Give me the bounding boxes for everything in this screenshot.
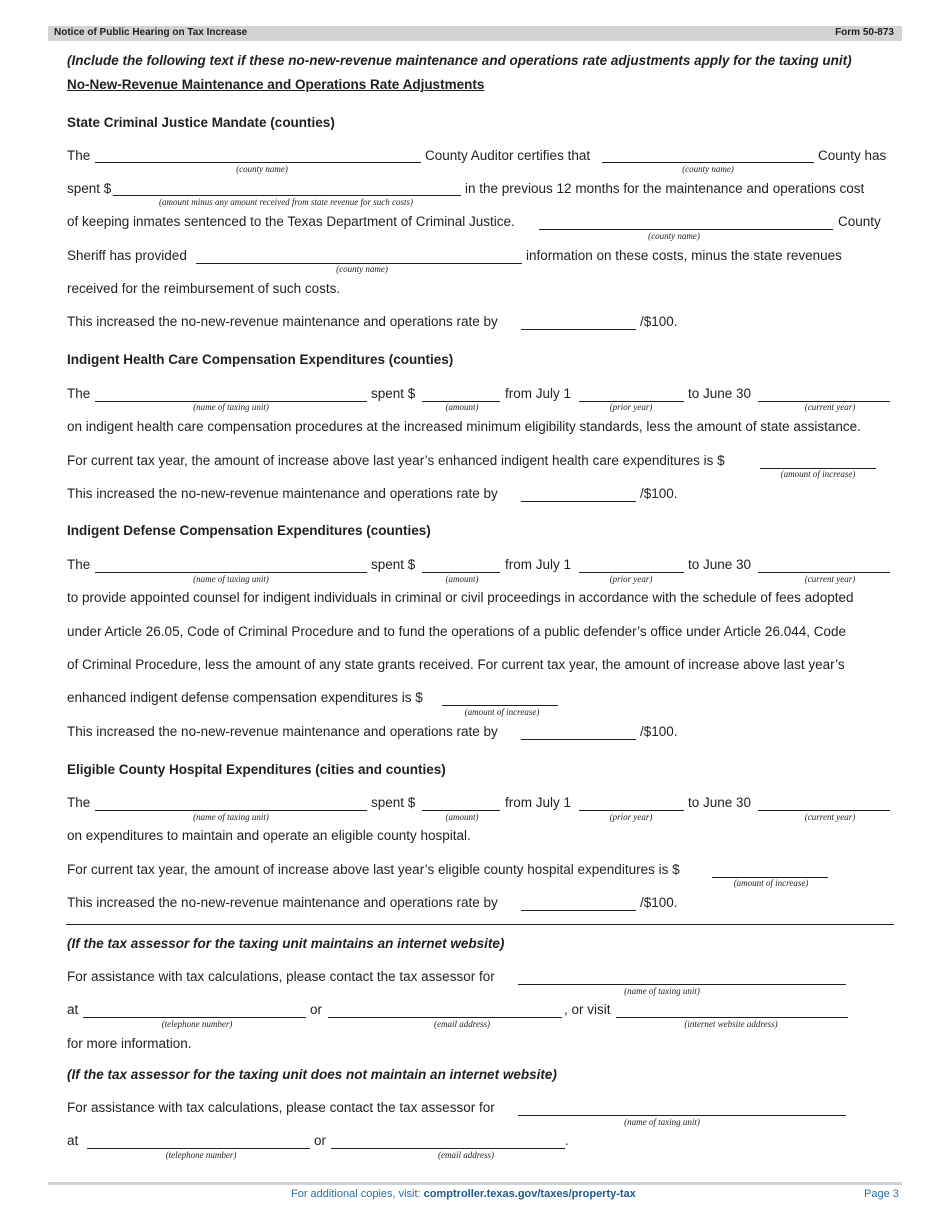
hospital-heading: Eligible County Hospital Expenditures (cities and counties) [67, 762, 446, 777]
footer-copies [291, 1188, 636, 1200]
hospital-rate-field[interactable] [521, 910, 636, 911]
assist-web-email-field[interactable] [328, 1017, 562, 1018]
defense-the: The [67, 557, 91, 572]
assist-noweb-period: . [565, 1133, 569, 1148]
caption-amount: (amount) [445, 812, 479, 822]
criminal-county-field-3[interactable] [539, 229, 833, 230]
hospital-per100: /$100. [640, 895, 678, 910]
hospital-current: For current tax year, the amount of increase above last year’s eligible county hospital expenditures is $ [67, 862, 680, 877]
health-from-july: from July 1 [505, 386, 572, 401]
footer-copies-label: For additional copies, visit: [291, 1188, 424, 1200]
criminal-the: The [67, 148, 91, 163]
assist-web-telephone-field[interactable] [83, 1017, 306, 1018]
assist-noweb-note: (If the tax assessor for the taxing unit does not maintain an internet website) [67, 1067, 557, 1082]
criminal-received: received for the reimbursement of such costs. [67, 281, 341, 296]
caption-email: (email address) [434, 1019, 490, 1029]
defense-increased: This increased the no-new-revenue maintenance and operations rate by [67, 724, 498, 739]
form-number: Form 50-873 [835, 27, 894, 38]
caption-taxing-unit: (name of taxing unit) [193, 812, 269, 822]
caption-taxing-unit: (name of taxing unit) [624, 986, 700, 996]
hospital-the: The [67, 795, 91, 810]
assist-web-contact: For assistance with tax calculations, please contact the tax assessor for [67, 969, 495, 984]
health-heading: Indigent Health Care Compensation Expenditures (counties) [67, 352, 454, 367]
caption-prior-year: (prior year) [609, 574, 653, 584]
criminal-sheriff: Sheriff has provided [67, 248, 187, 263]
hospital-to-june: to June 30 [688, 795, 752, 810]
hospital-spent: spent $ [371, 795, 416, 810]
assist-noweb-or: or [314, 1133, 327, 1148]
hospital-prior-year-field[interactable] [579, 810, 684, 811]
caption-current-year: (current year) [804, 402, 856, 412]
caption-current-year: (current year) [804, 812, 856, 822]
caption-county-name: (county name) [648, 231, 700, 241]
section-title: No-New-Revenue Maintenance and Operations Rate Adjustments [67, 77, 485, 92]
defense-amount-field[interactable] [422, 572, 500, 573]
caption-telephone: (telephone number) [161, 1019, 233, 1029]
caption-amount-minus: (amount minus any amount received from state revenue for such costs) [159, 197, 413, 207]
defense-from-july: from July 1 [505, 557, 572, 572]
caption-taxing-unit: (name of taxing unit) [624, 1117, 700, 1127]
defense-p4: enhanced indigent defense compensation expenditures is $ [67, 690, 423, 705]
health-the: The [67, 386, 91, 401]
health-current: For current tax year, the amount of increase above last year’s enhanced indigent health care expenditures is $ [67, 453, 725, 468]
health-spent: spent $ [371, 386, 416, 401]
criminal-certifies: County Auditor certifies that [425, 148, 591, 163]
defense-p3: of Criminal Procedure, less the amount of any state grants received. For current tax year, the amount of increase above last year’s [67, 657, 845, 672]
hospital-current-year-field[interactable] [758, 810, 890, 811]
caption-taxing-unit: (name of taxing unit) [193, 402, 269, 412]
hospital-on: on expenditures to maintain and operate an eligible county hospital. [67, 828, 471, 843]
caption-prior-year: (prior year) [609, 402, 653, 412]
caption-increase: (amount of increase) [733, 878, 809, 888]
defense-taxing-unit-field[interactable] [95, 572, 367, 573]
intro-note: (Include the following text if these no-new-revenue maintenance and operations rate adjustments apply for the taxing unit) [67, 53, 852, 68]
assist-noweb-contact: For assistance with tax calculations, please contact the tax assessor for [67, 1100, 495, 1115]
hospital-increased: This increased the no-new-revenue maintenance and operations rate by [67, 895, 498, 910]
caption-taxing-unit: (name of taxing unit) [193, 574, 269, 584]
caption-increase: (amount of increase) [780, 469, 856, 479]
caption-telephone: (telephone number) [165, 1150, 237, 1160]
caption-county-name: (county name) [682, 164, 734, 174]
health-per100: /$100. [640, 486, 678, 501]
caption-website: (internet website address) [684, 1019, 778, 1029]
health-on: on indigent health care compensation procedures at the increased minimum eligibility standards, less the amount of state assistance. [67, 419, 861, 434]
assist-noweb-email-field[interactable] [331, 1148, 565, 1149]
criminal-maintenance: in the previous 12 months for the maintenance and operations cost [465, 181, 865, 196]
defense-increase-field[interactable] [442, 705, 558, 706]
assist-noweb-at: at [67, 1133, 79, 1148]
caption-county-name: (county name) [236, 164, 288, 174]
assist-web-website-field[interactable] [616, 1017, 848, 1018]
footer-url-link[interactable]: comptroller.texas.gov/taxes/property-tax [423, 1188, 636, 1200]
defense-p2: under Article 26.05, Code of Criminal Procedure and to fund the operations of a public defender’s office under Article 26.044, Code [67, 624, 846, 639]
hospital-amount-field[interactable] [422, 810, 500, 811]
criminal-spent: spent $ [67, 181, 112, 196]
footer-rule [48, 1182, 902, 1185]
health-to-june: to June 30 [688, 386, 752, 401]
assist-web-or: or [310, 1002, 323, 1017]
defense-spent: spent $ [371, 557, 416, 572]
caption-email: (email address) [438, 1150, 494, 1160]
caption-amount: (amount) [445, 402, 479, 412]
caption-amount: (amount) [445, 574, 479, 584]
hospital-from-july: from July 1 [505, 795, 572, 810]
caption-county-name: (county name) [336, 264, 388, 274]
caption-current-year: (current year) [804, 574, 856, 584]
health-rate-field[interactable] [521, 501, 636, 502]
page-header [48, 26, 902, 41]
defense-rate-field[interactable] [521, 739, 636, 740]
criminal-keeping: of keeping inmates sentenced to the Texas Department of Criminal Justice. [67, 214, 515, 229]
hospital-taxing-unit-field[interactable] [95, 810, 367, 811]
criminal-info: information on these costs, minus the state revenues [526, 248, 842, 263]
assist-noweb-taxing-unit-field[interactable] [518, 1115, 846, 1116]
defense-p1: to provide appointed counsel for indigent individuals in criminal or civil proceedings in accordance with the schedule of fees adopted [67, 590, 854, 605]
header-title: Notice of Public Hearing on Tax Increase [54, 27, 248, 38]
assist-web-at: at [67, 1002, 79, 1017]
criminal-per100: /$100. [640, 314, 678, 329]
assist-web-more: for more information. [67, 1036, 192, 1051]
assist-web-or-visit: , or visit [564, 1002, 611, 1017]
criminal-rate-field[interactable] [521, 329, 636, 330]
caption-prior-year: (prior year) [609, 812, 653, 822]
footer-page-number: Page 3 [864, 1188, 899, 1200]
criminal-county-has: County has [818, 148, 887, 163]
defense-prior-year-field[interactable] [579, 572, 684, 573]
defense-heading: Indigent Defense Compensation Expenditures (counties) [67, 523, 431, 538]
criminal-amount-field[interactable] [113, 195, 461, 196]
defense-to-june: to June 30 [688, 557, 752, 572]
section-divider [66, 924, 894, 925]
criminal-county-field[interactable] [95, 162, 421, 163]
assist-noweb-telephone-field[interactable] [87, 1148, 310, 1149]
criminal-county-field-2[interactable] [602, 162, 814, 163]
defense-current-year-field[interactable] [758, 572, 890, 573]
criminal-county: County [838, 214, 881, 229]
health-increased: This increased the no-new-revenue maintenance and operations rate by [67, 486, 498, 501]
criminal-heading: State Criminal Justice Mandate (counties) [67, 115, 335, 130]
caption-increase: (amount of increase) [464, 707, 540, 717]
defense-per100: /$100. [640, 724, 678, 739]
assist-web-taxing-unit-field[interactable] [518, 984, 846, 985]
criminal-increased: This increased the no-new-revenue maintenance and operations rate by [67, 314, 498, 329]
assist-web-note: (If the tax assessor for the taxing unit maintains an internet website) [67, 936, 505, 951]
